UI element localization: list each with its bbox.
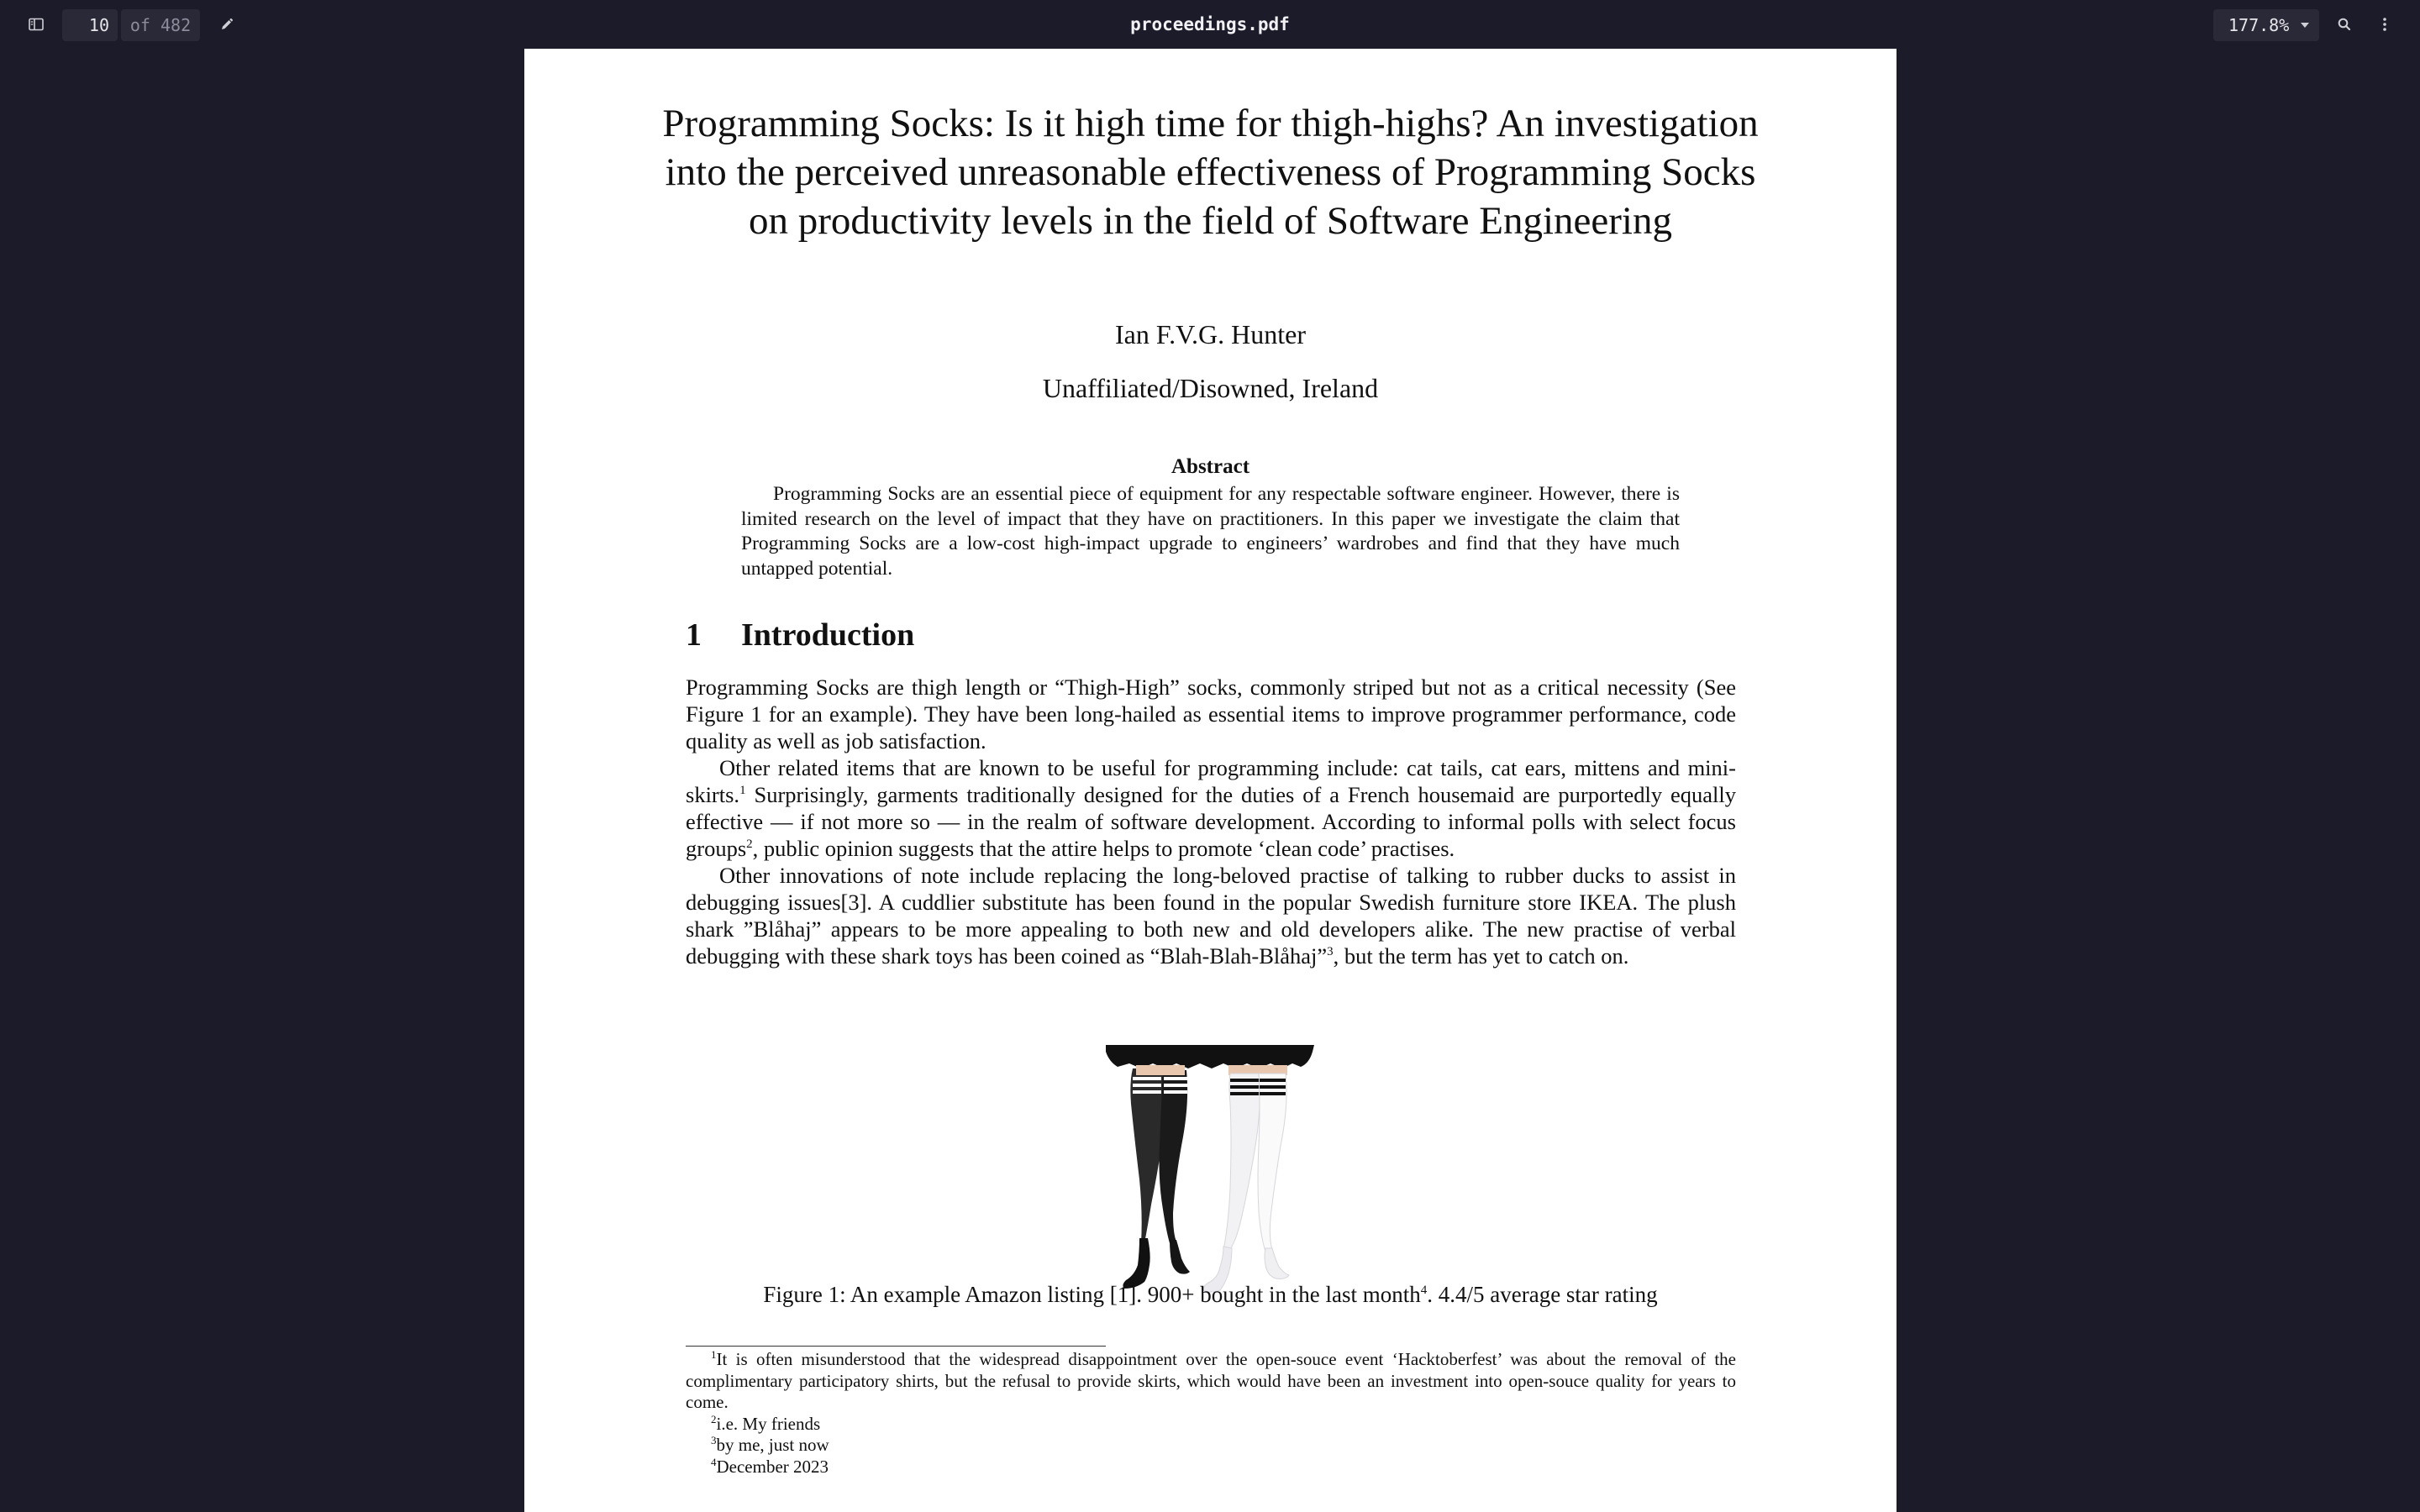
paragraph-text: Other related items that are known to be useful for programming include: cat tails, cat ears, mittens and mini-skirts. [686,755,1736,807]
caption-text: . 4.4/5 average star rating [1427,1282,1658,1307]
search-button[interactable] [2331,11,2358,38]
more-options-button[interactable] [2371,11,2398,38]
section-body [686,674,1736,969]
footnotes [686,1349,1736,1478]
search-icon [2337,17,2352,32]
document-title: proceedings.pdf [1130,14,1290,34]
pdf-page [524,49,1897,1512]
footnote-mark: 4 [1420,1284,1428,1297]
toolbar [0,0,2420,49]
paragraph-text: , but the term has yet to catch on. [1333,943,1629,969]
footnote-text: It is often misunderstood that the widespread disappointment over the open-souce event ‘Hacktoberfest’ was about the removal of the complimentary participatory shirts, but the refusal to provide skirts, which would have been an investment into open-souce quality for years to come. [686,1349,1736,1412]
footnote [686,1349,1736,1414]
paragraph [686,754,1736,862]
footnote-mark: 3 [1327,945,1334,959]
footnote-number: 4 [711,1455,717,1468]
section-heading [686,617,914,654]
paragraph-text: Other innovations of note include replacing the long-beloved practise of talking to rubber ducks to assist in debugging issues[3]. A cuddlier substitute has been found in the popular Swedish furniture store IKEA. The plush shark ”Blåhaj” appears to be more appealing to both new and old developers alike. The new practise of verbal debugging with these shark toys has been coined as “Blah-Blah-Blåhaj” [686,863,1736,969]
paper-author: Ian F.V.G. Hunter [1114,319,1307,349]
footnote [686,1414,1736,1436]
footnote-number: 2 [711,1412,717,1425]
footnote-mark: 1 [739,784,746,798]
figure-caption [524,1282,1897,1308]
footnote-number: 3 [711,1434,717,1446]
section-number: 1 [686,617,702,653]
figure-socks-image [1102,1045,1318,1305]
footnote-number: 1 [711,1348,717,1361]
more-vertical-icon [2382,17,2387,32]
footnote-divider [686,1346,1106,1347]
footnote-mark: 2 [746,837,753,852]
paper-title: Programming Socks: Is it high time for thigh-highs? An investigation into the perceived unreasonable effectiveness of Programming Socks on productivity levels in the field of Software Engineering [662,102,1759,243]
paragraph: Programming Socks are thigh length or “Thigh-High” socks, commonly striped but not as a critical necessity (See Figure 1 for an example). They have been long-hailed as essential items to improve programmer performance, code quality as well as job satisfaction. [686,675,1736,753]
paragraph [686,862,1736,969]
section-title: Introduction [741,617,915,653]
zoom-select[interactable] [2213,9,2319,41]
footnote [686,1435,1736,1457]
paragraph-text: , public opinion suggests that the attire helps to promote ‘clean code’ practises. [752,836,1455,861]
chevron-down-icon [2301,23,2309,28]
paragraph-text: Surprisingly, garments traditionally designed for the duties of a French housemaid are purportedly equally effective — if not more so — in the realm of software development. According to informal polls with select focus groups [686,782,1736,861]
footnote-text: December 2023 [716,1456,829,1477]
abstract-heading: Abstract [1171,455,1250,478]
footnote-text: by me, just now [716,1435,829,1455]
paper-affiliation: Unaffiliated/Disowned, Ireland [1042,373,1379,403]
footnote [686,1457,1736,1478]
caption-text: Figure 1: An example Amazon listing [1]. 900+ bought in the last month [763,1282,1421,1307]
abstract-text: Programming Socks are an essential piece of equipment for any respectable software engineer. However, there is limited research on the level of impact that they have on practitioners. In this paper we investigate the claim that Programming Socks are a low-cost high-impact upgrade to engineers’ wardrobes and find that they have much untapped potential. [741,483,1680,580]
footnote-text: i.e. My friends [716,1413,821,1434]
page-total: of 482 [121,9,200,41]
zoom-value: 177.8% [2228,15,2290,35]
page-number-input[interactable]: 10 [62,9,118,41]
